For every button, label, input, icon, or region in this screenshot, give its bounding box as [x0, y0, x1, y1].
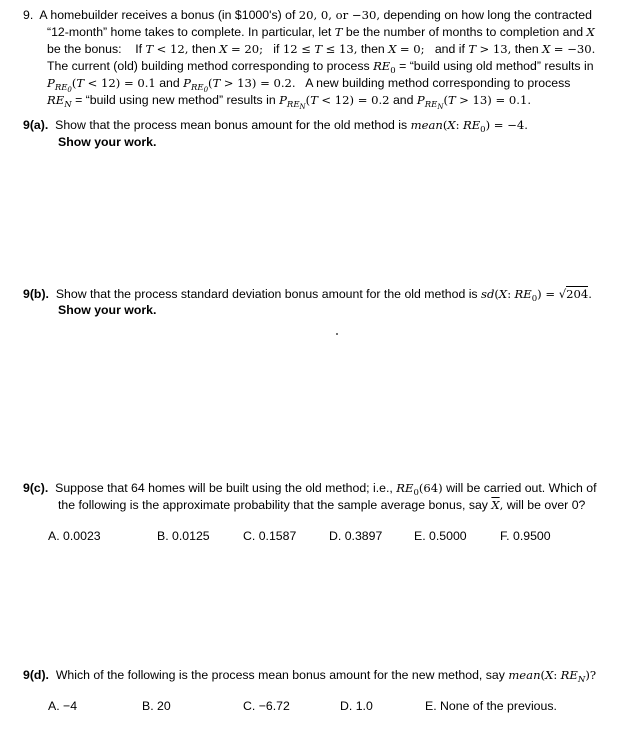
question-9-line-1: 9. A homebuilder receives a bonus (in $1000's) of 20, 0, or −30, depending on how long the contracted — [23, 8, 592, 22]
question-9-line-5: $P_{RE_0}(T < 12) = 0.1$ and $P_{RE_0}(T > 13) = 0.2$. A new building method corresponding to process — [47, 76, 571, 94]
question-9-line-4: The current (old) building method corresponding to process $RE_0$ = “build using old method” results in — [47, 59, 594, 76]
option-9c-a[interactable]: A. 0.0023 — [48, 529, 101, 543]
option-9d-c[interactable]: C. −6.72 — [243, 699, 290, 713]
question-number: 9. — [23, 8, 34, 22]
question-9-line-3: be the bonus: If T < 12, then X = 20; if 12 ≤ T ≤ 13, then X = 0; and if T > 13, then X = −30. — [47, 42, 596, 56]
option-9d-a[interactable]: A. −4 — [48, 699, 78, 713]
option-9c-c[interactable]: C. 0.1587 — [243, 529, 297, 543]
question-9d: 9(d). Which of the following is the process mean bonus amount for the new method, say mean(X: $RE_N$)? — [23, 668, 597, 685]
question-label: 9(a). — [23, 118, 49, 132]
question-9b: 9(b). Show that the process standard deviation bonus amount for the old method is sd(X: $RE_0) = √204$. — [23, 287, 592, 304]
option-9d-e[interactable]: E. None of the previous. — [425, 699, 557, 713]
show-work-9a: Show your work. — [58, 135, 157, 149]
option-9c-e[interactable]: E. 0.5000 — [414, 529, 467, 543]
option-9c-b[interactable]: B. 0.0125 — [157, 529, 210, 543]
question-label: 9(c). — [23, 481, 49, 495]
option-9d-b[interactable]: B. 20 — [142, 699, 171, 713]
option-9c-f[interactable]: F. 0.9500 — [500, 529, 551, 543]
option-9c-d[interactable]: D. 0.3897 — [329, 529, 383, 543]
question-9-line-6: $RE_N$ = “build using new method” results in $P_{RE_N}(T < 12) = 0.2$ and $P_{RE_N}(T > 13) = 0.1$. — [47, 93, 532, 111]
stray-mark — [336, 333, 338, 335]
question-9c-line-1: 9(c). Suppose that 64 homes will be built using the old method; i.e., $RE_0(64)$ will be carried out. Which of — [23, 481, 597, 498]
show-work-9b: Show your work. — [58, 303, 157, 317]
question-9a: 9(a). Show that the process mean bonus amount for the old method is mean(X: $RE_0) = -4$. — [23, 118, 528, 135]
question-9-line-2: “12-month” home takes to complete. In particular, let T be the number of months to completion and X — [47, 25, 595, 39]
question-label: 9(b). — [23, 287, 49, 301]
question-label: 9(d). — [23, 668, 49, 682]
question-9c-line-2: the following is the approximate probability that the sample average bonus, say $\overline{X}$, will be over 0? — [58, 498, 586, 512]
option-9d-d[interactable]: D. 1.0 — [340, 699, 373, 713]
